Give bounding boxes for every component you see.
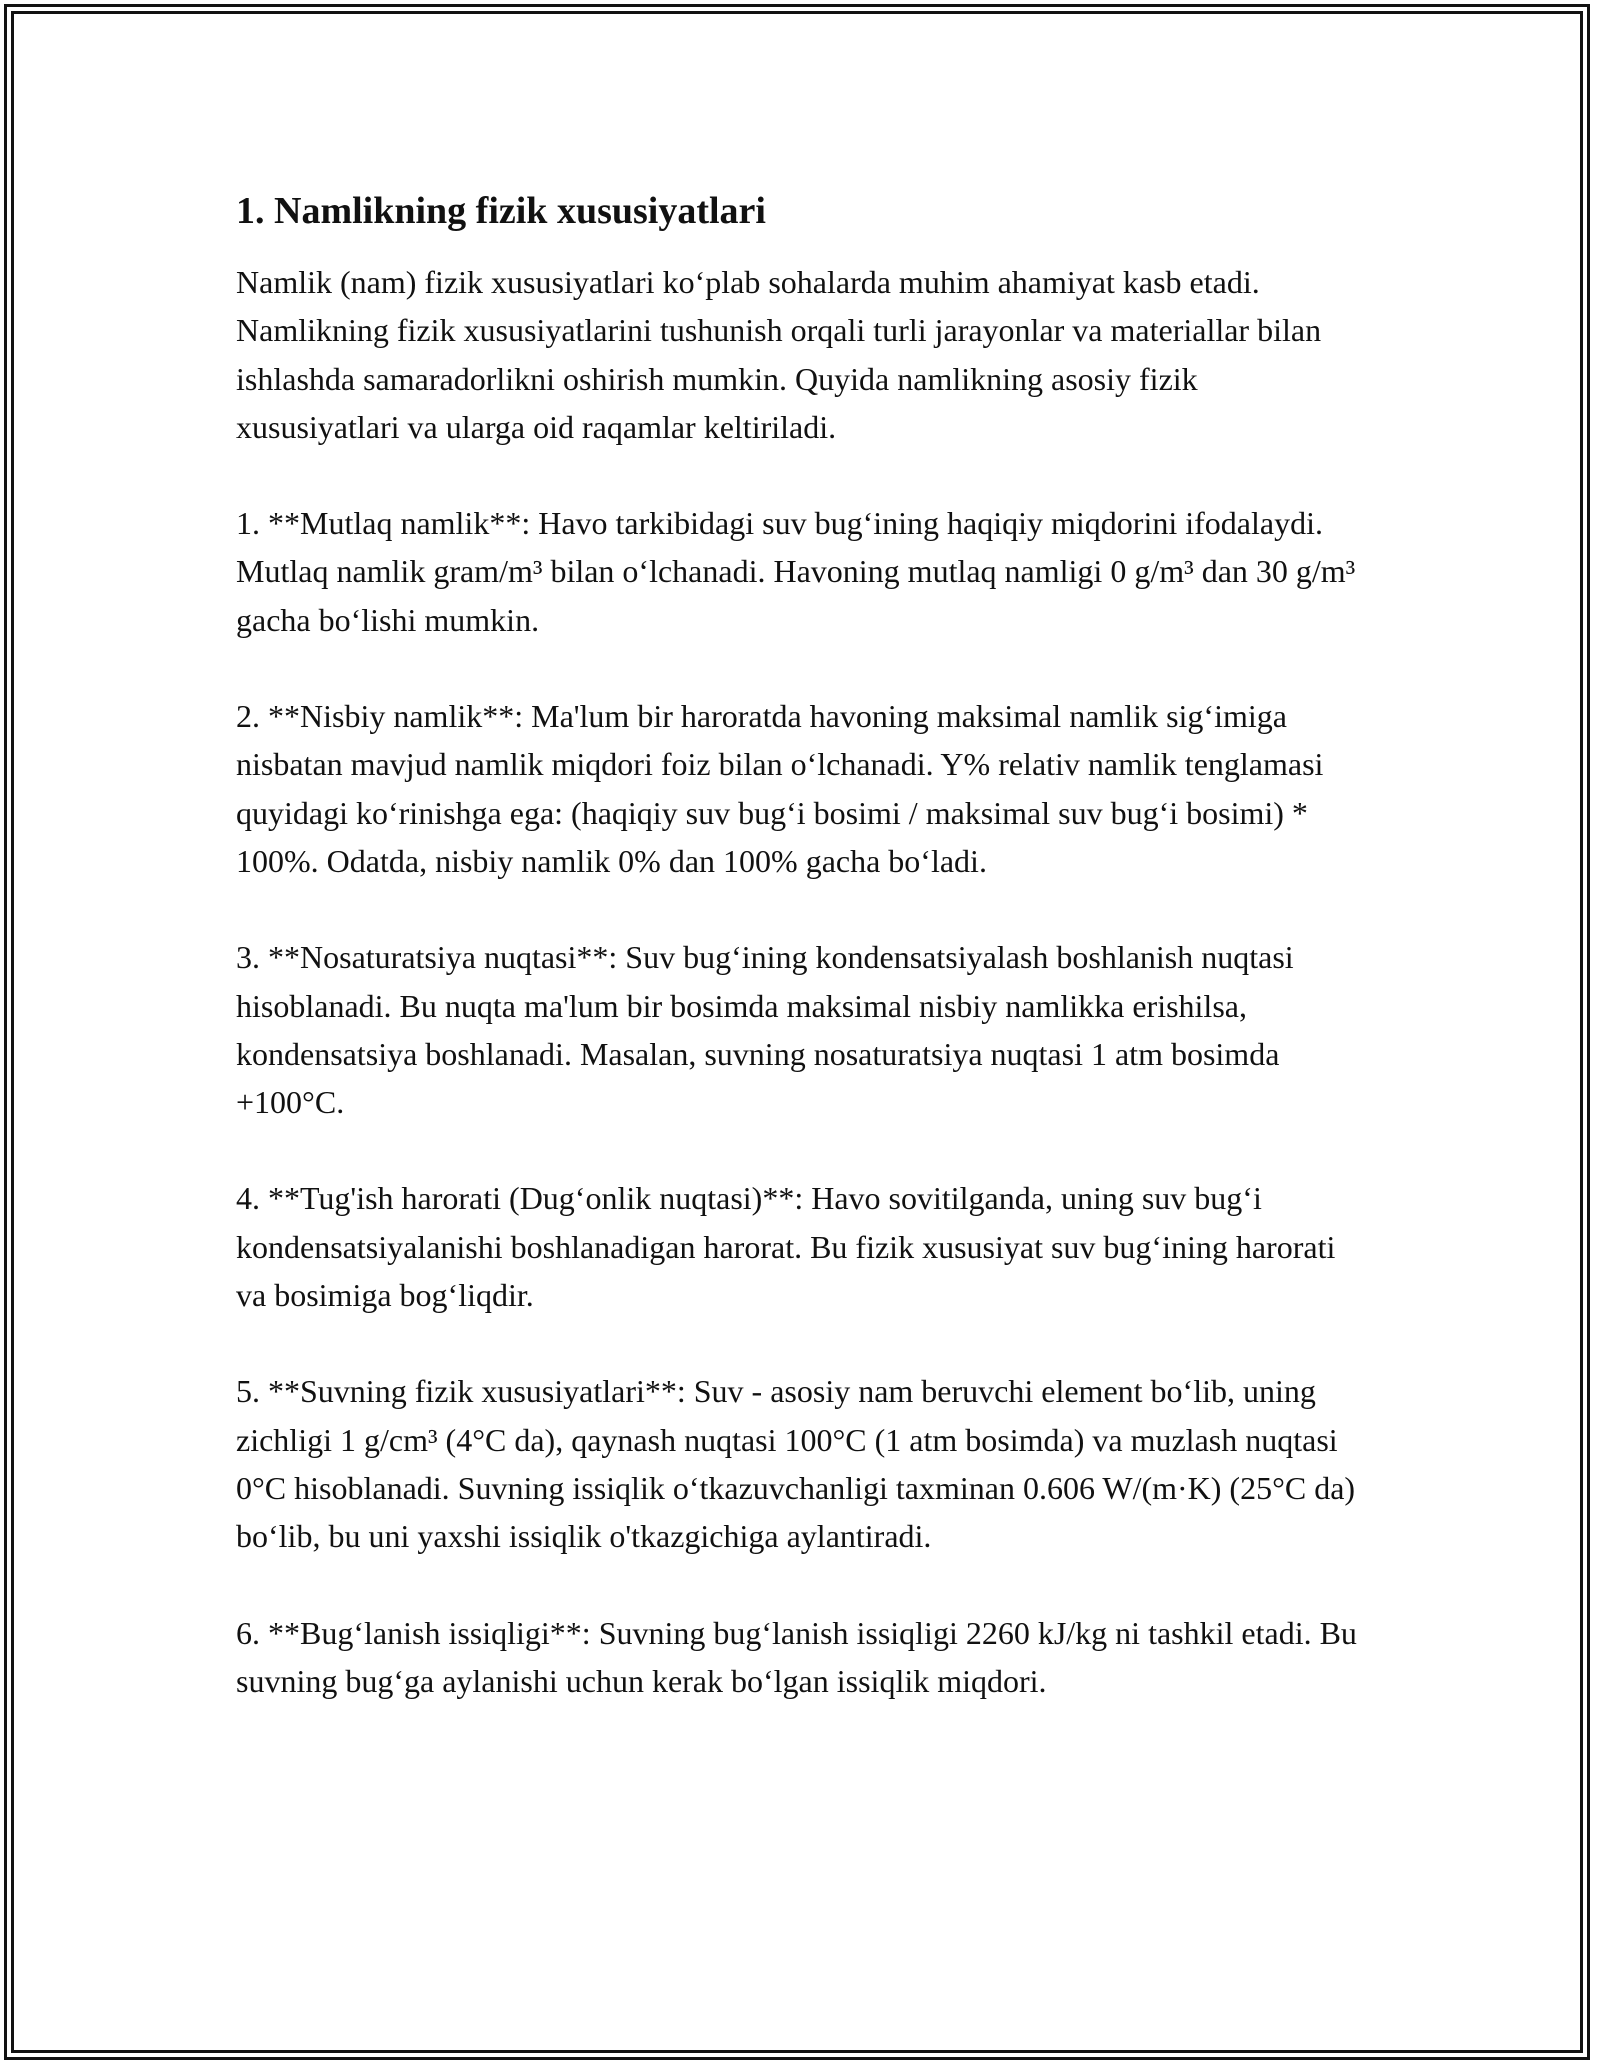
document-title: 1. Namlikning fizik xususiyatlari — [236, 190, 766, 232]
list-item-dew-point: 4. **Tug'ish harorati (Dug‘onlik nuqtasi)**: Havo sovitilganda, uning suv bug‘i kondensatsiyalanishi boshlanadigan harorat. Bu fizik xususiyat suv bug‘ining harorati va bosimiga bog‘liqdir. — [236, 1180, 1336, 1314]
list-item-relative-humidity: 2. **Nisbiy namlik**: Ma'lum bir haroratda havoning maksimal namlik sig‘imiga nisbatan mavjud namlik miqdori foiz bilan o‘lchanadi. Y% relativ namlik tenglamasi quyidagi ko‘rinishga ega: (haqiqiy suv bug‘i bosimi / maksimal suv bug‘i bosimi) * 100%. Odatda, nisbiy namlik 0% dan 100% gacha bo‘ladi. — [236, 698, 1324, 879]
list-item-saturation-point: 3. **Nosaturatsiya nuqtasi**: Suv bug‘ining kondensatsiyalash boshlanish nuqtasi hisoblanadi. Bu nuqta ma'lum bir bosimda maksimal nisbiy namlikka erishilsa, kondensatsiya boshlanadi. Masalan, suvning nosaturatsiya nuqtasi 1 atm bosimda +100°C. — [236, 939, 1294, 1121]
intro-paragraph: Namlik (nam) fizik xususiyatlari ko‘plab sohalarda muhim ahamiyat kasb etadi. Namlikning fizik xususiyatlarini tushunish orqali turli jarayonlar va materiallar bilan ishlashda samaradorlikni oshirish mumkin. Quyida namlikning asosiy fizik xususiyatlari va ularga oid raqamlar keltiriladi. — [236, 264, 1322, 445]
list-item-vaporization-heat: 6. **Bug‘lanish issiqligi**: Suvning bug‘lanish issiqligi 2260 kJ/kg ni tashkil etadi. Bu suvning bug‘ga aylanishi uchun kerak bo‘lgan issiqlik miqdori. — [236, 1614, 1357, 1699]
list-item-water-properties: 5. **Suvning fizik xususiyatlari**: Suv - asosiy nam beruvchi element bo‘lib, uning zichligi 1 g/cm³ (4°C da), qaynash nuqtasi 100°C (1 atm bosimda) va muzlash nuqtasi 0°C hisoblanadi. Suvning issiqlik o‘tkazuvchanligi taxminan 0.606 W/(m·K) (25°C da) bo‘lib, bu uni yaxshi issiqlik o'tkazgichiga aylantiradi. — [236, 1373, 1356, 1555]
list-item-absolute-humidity: 1. **Mutlaq namlik**: Havo tarkibidagi suv bug‘ining haqiqiy miqdorini ifodalaydi. Mutlaq namlik gram/m³ bilan o‘lchanadi. Havoning mutlaq namligi 0 g/m³ dan 30 g/m³ gacha bo‘lishi mumkin. — [236, 505, 1356, 638]
document-body — [236, 186, 1366, 1705]
